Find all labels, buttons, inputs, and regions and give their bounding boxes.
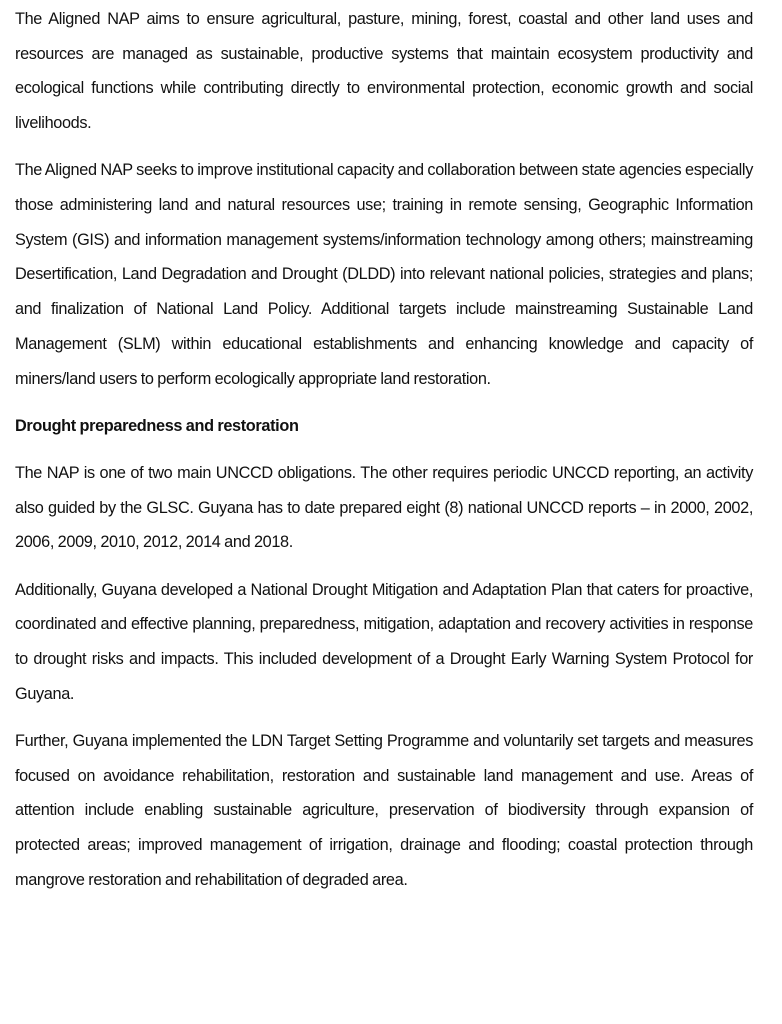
paragraph-institutional-capacity: The Aligned NAP seeks to improve institutional capacity and collaboration between state agencies especially those administering land and natural resources use; training in remote sensing, Geographic Information System (GIS) and information management systems/information technology among others; mainstreaming Desertification, Land Degradation and Drought (DLDD) into relevant national policies, strategies and plans; and finalization of National Land Policy. Additional targets include mainstreaming Sustainable Land Management (SLM) within educational establishments and enhancing knowledge and capacity of miners/land users to perform ecologically appropriate land restoration. [15, 161, 753, 388]
section-heading-drought-preparedness: Drought preparedness and restoration [15, 416, 299, 435]
paragraph-nap-aims: The Aligned NAP aims to ensure agricultural, pasture, mining, forest, coastal and other land uses and resources are managed as sustainable, productive systems that maintain ecosystem productivity and ecological functions while contributing directly to environmental protection, economic growth and social livelihoods. [15, 10, 753, 133]
paragraph-drought-mitigation-plan: Additionally, Guyana developed a National Drought Mitigation and Adaptation Plan that caters for proactive, coordinated and effective planning, preparedness, mitigation, adaptation and recovery activities in response to drought risks and impacts. This included development of a Drought Early Warning System Protocol for Guyana. [15, 580, 753, 703]
paragraph-unccd-obligations: The NAP is one of two main UNCCD obligations. The other requires periodic UNCCD reporting, an activity also guided by the GLSC. Guyana has to date prepared eight (8) national UNCCD reports – in 2000, 2002, 2006, 2009, 2010, 2012, 2014 and 2018. [15, 463, 753, 552]
paragraph-ldn-target-setting: Further, Guyana implemented the LDN Target Setting Programme and voluntarily set targets and measures focused on avoidance rehabilitation, restoration and sustainable land management and use. Areas of attention include enabling sustainable agriculture, preservation of biodiversity through expansion of protected areas; improved management of irrigation, drainage and flooding; coastal protection through mangrove restoration and rehabilitation of degraded area. [15, 731, 753, 889]
document-page [15, 2, 753, 910]
